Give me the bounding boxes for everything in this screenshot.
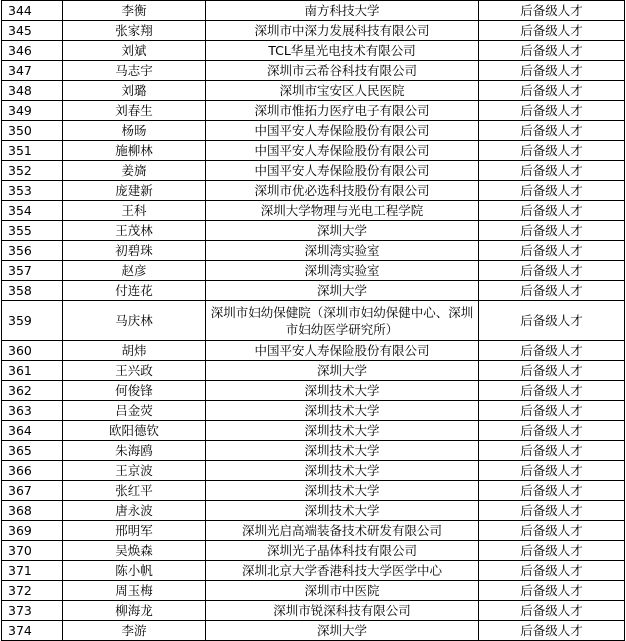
organization: 深圳北京大学香港科技大学医学中心 [206, 561, 479, 581]
organization: 深圳市锐深科技有限公司 [206, 601, 479, 621]
talent-category: 后备级人才 [479, 61, 625, 81]
table-row [2, 601, 625, 621]
person-name: 王茂林 [63, 221, 206, 241]
table-row [2, 581, 625, 601]
organization: 中国平安人寿保险股份有限公司 [206, 161, 479, 181]
talent-category: 后备级人才 [479, 421, 625, 441]
row-number: 362 [2, 381, 63, 401]
row-number: 349 [2, 101, 63, 121]
organization: 深圳湾实验室 [206, 261, 479, 281]
row-number: 344 [2, 1, 63, 21]
row-number: 368 [2, 501, 63, 521]
organization: 深圳技术大学 [206, 381, 479, 401]
organization: 深圳市优必选科技股份有限公司 [206, 181, 479, 201]
row-number: 354 [2, 201, 63, 221]
person-name: 姜旖 [63, 161, 206, 181]
organization: 深圳光启高端装备技术研发有限公司 [206, 521, 479, 541]
table-row [2, 61, 625, 81]
row-number: 346 [2, 41, 63, 61]
talent-category: 后备级人才 [479, 21, 625, 41]
talent-category: 后备级人才 [479, 201, 625, 221]
row-number: 352 [2, 161, 63, 181]
talent-category: 后备级人才 [479, 461, 625, 481]
organization: 深圳技术大学 [206, 461, 479, 481]
row-number: 355 [2, 221, 63, 241]
table-row [2, 381, 625, 401]
person-name: 施柳林 [63, 141, 206, 161]
talent-category: 后备级人才 [479, 521, 625, 541]
organization: 深圳技术大学 [206, 421, 479, 441]
row-number: 359 [2, 301, 63, 341]
table-row [2, 461, 625, 481]
row-number: 345 [2, 21, 63, 41]
person-name: 王科 [63, 201, 206, 221]
table-row [2, 1, 625, 21]
row-number: 373 [2, 601, 63, 621]
organization: 深圳技术大学 [206, 441, 479, 461]
talent-category: 后备级人才 [479, 81, 625, 101]
table-row [2, 141, 625, 161]
table-row [2, 501, 625, 521]
talent-category: 后备级人才 [479, 361, 625, 381]
talent-category: 后备级人才 [479, 141, 625, 161]
row-number: 363 [2, 401, 63, 421]
row-number: 374 [2, 621, 63, 641]
person-name: 邢明军 [63, 521, 206, 541]
person-name: 何俊锋 [63, 381, 206, 401]
talent-category: 后备级人才 [479, 41, 625, 61]
row-number: 348 [2, 81, 63, 101]
row-number: 370 [2, 541, 63, 561]
organization: 深圳大学物理与光电工程学院 [206, 201, 479, 221]
row-number: 366 [2, 461, 63, 481]
talent-category: 后备级人才 [479, 161, 625, 181]
table-row [2, 161, 625, 181]
row-number: 361 [2, 361, 63, 381]
talent-category: 后备级人才 [479, 181, 625, 201]
table-row [2, 561, 625, 581]
talent-category: 后备级人才 [479, 381, 625, 401]
person-name: 吴焕森 [63, 541, 206, 561]
row-number: 372 [2, 581, 63, 601]
organization: 深圳大学 [206, 221, 479, 241]
talent-category: 后备级人才 [479, 221, 625, 241]
organization: 南方科技大学 [206, 1, 479, 21]
table-row [2, 541, 625, 561]
table-row [2, 121, 625, 141]
organization: 深圳技术大学 [206, 501, 479, 521]
person-name: 刘璐 [63, 81, 206, 101]
table-row [2, 261, 625, 281]
table-row [2, 241, 625, 261]
row-number: 371 [2, 561, 63, 581]
person-name: 初碧珠 [63, 241, 206, 261]
talent-category: 后备级人才 [479, 101, 625, 121]
organization: TCL华星光电技术有限公司 [206, 41, 479, 61]
organization: 深圳大学 [206, 361, 479, 381]
organization: 深圳市中深力发展科技有限公司 [206, 21, 479, 41]
talent-list-table [1, 0, 625, 641]
organization: 深圳市妇幼保健院（深圳市妇幼保健中心、深圳市妇幼医学研究所） [206, 301, 479, 341]
talent-category: 后备级人才 [479, 621, 625, 641]
talent-category: 后备级人才 [479, 501, 625, 521]
person-name: 周玉梅 [63, 581, 206, 601]
table-row [2, 621, 625, 641]
person-name: 杨旸 [63, 121, 206, 141]
row-number: 364 [2, 421, 63, 441]
table-row [2, 301, 625, 341]
table-row [2, 341, 625, 361]
talent-category: 后备级人才 [479, 481, 625, 501]
table-row [2, 221, 625, 241]
person-name: 赵彦 [63, 261, 206, 281]
talent-category: 后备级人才 [479, 581, 625, 601]
person-name: 马志宇 [63, 61, 206, 81]
talent-category: 后备级人才 [479, 241, 625, 261]
talent-category: 后备级人才 [479, 301, 625, 341]
organization: 深圳技术大学 [206, 401, 479, 421]
organization: 深圳湾实验室 [206, 241, 479, 261]
table-row [2, 101, 625, 121]
talent-category: 后备级人才 [479, 341, 625, 361]
row-number: 360 [2, 341, 63, 361]
row-number: 365 [2, 441, 63, 461]
organization: 中国平安人寿保险股份有限公司 [206, 121, 479, 141]
row-number: 350 [2, 121, 63, 141]
person-name: 付连花 [63, 281, 206, 301]
talent-category: 后备级人才 [479, 121, 625, 141]
person-name: 唐永波 [63, 501, 206, 521]
person-name: 王兴政 [63, 361, 206, 381]
table-row [2, 21, 625, 41]
person-name: 柳海龙 [63, 601, 206, 621]
person-name: 王京波 [63, 461, 206, 481]
person-name: 李游 [63, 621, 206, 641]
talent-category: 后备级人才 [479, 441, 625, 461]
table-row [2, 421, 625, 441]
organization: 深圳市中医院 [206, 581, 479, 601]
table-row [2, 41, 625, 61]
person-name: 朱海鸥 [63, 441, 206, 461]
row-number: 357 [2, 261, 63, 281]
table-row [2, 201, 625, 221]
table-row [2, 181, 625, 201]
table-row [2, 441, 625, 461]
person-name: 吕金荧 [63, 401, 206, 421]
talent-category: 后备级人才 [479, 1, 625, 21]
person-name: 刘春生 [63, 101, 206, 121]
organization: 深圳市宝安区人民医院 [206, 81, 479, 101]
person-name: 张家翔 [63, 21, 206, 41]
person-name: 陈小帆 [63, 561, 206, 581]
row-number: 367 [2, 481, 63, 501]
organization: 中国平安人寿保险股份有限公司 [206, 341, 479, 361]
organization: 深圳技术大学 [206, 481, 479, 501]
talent-category: 后备级人才 [479, 281, 625, 301]
talent-category: 后备级人才 [479, 541, 625, 561]
talent-category: 后备级人才 [479, 561, 625, 581]
person-name: 刘斌 [63, 41, 206, 61]
row-number: 356 [2, 241, 63, 261]
person-name: 欧阳德钦 [63, 421, 206, 441]
organization: 深圳市云希谷科技有限公司 [206, 61, 479, 81]
organization: 深圳大学 [206, 621, 479, 641]
row-number: 353 [2, 181, 63, 201]
organization: 中国平安人寿保险股份有限公司 [206, 141, 479, 161]
table-row [2, 401, 625, 421]
row-number: 351 [2, 141, 63, 161]
table-row [2, 481, 625, 501]
table-row [2, 81, 625, 101]
table-row [2, 281, 625, 301]
table-row [2, 361, 625, 381]
person-name: 张红平 [63, 481, 206, 501]
person-name: 马庆林 [63, 301, 206, 341]
person-name: 李衡 [63, 1, 206, 21]
talent-category: 后备级人才 [479, 601, 625, 621]
person-name: 庞建新 [63, 181, 206, 201]
organization: 深圳市惟拓力医疗电子有限公司 [206, 101, 479, 121]
talent-category: 后备级人才 [479, 401, 625, 421]
table-body [2, 1, 625, 641]
talent-category: 后备级人才 [479, 261, 625, 281]
table-row [2, 521, 625, 541]
person-name: 胡炜 [63, 341, 206, 361]
organization: 深圳大学 [206, 281, 479, 301]
row-number: 347 [2, 61, 63, 81]
organization: 深圳光子晶体科技有限公司 [206, 541, 479, 561]
row-number: 369 [2, 521, 63, 541]
row-number: 358 [2, 281, 63, 301]
